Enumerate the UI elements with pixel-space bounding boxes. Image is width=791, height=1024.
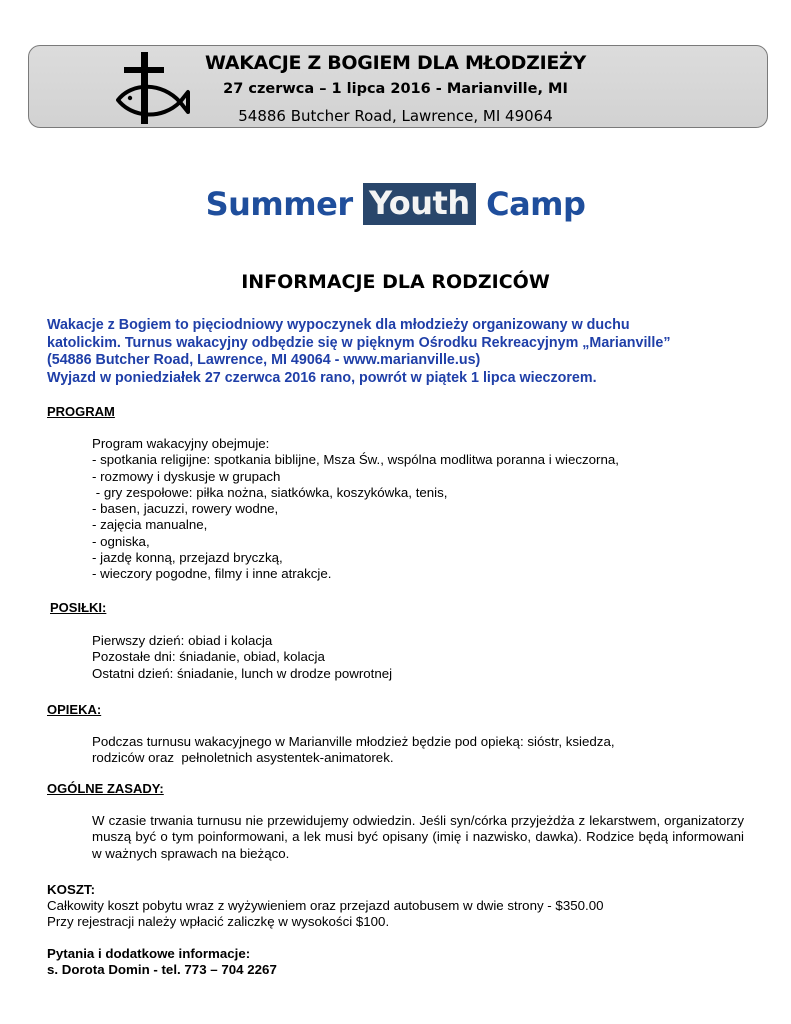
- opieka-line: Podczas turnusu wakacyjnego w Marianville młodzież będzie pod opieką: sióstr, ksiedza,: [92, 734, 615, 749]
- koszt-text: [47, 898, 604, 931]
- program-line: - spotkania religijne: spotkania biblijne, Msza Św., wspólna modlitwa poranna i wieczorna,: [92, 452, 619, 468]
- header-dates: 27 czerwca – 1 lipca 2016 - Marianville, MI: [223, 81, 568, 97]
- intro-paragraph: [47, 317, 767, 387]
- program-line: - zajęcia manualne,: [92, 517, 208, 533]
- program-line: Program wakacyjny obejmuje:: [92, 436, 270, 451]
- contact-block: [47, 946, 277, 979]
- header-title: WAKACJE Z BOGIEM DLA MŁODZIEŻY: [205, 52, 586, 74]
- posilki-heading: POSIŁKI:: [50, 600, 107, 615]
- program-line: - ogniska,: [92, 533, 150, 549]
- contact-heading: Pytania i dodatkowe informacje:: [47, 946, 251, 961]
- banner-word-youth: Youth: [363, 183, 476, 225]
- intro-line: (54886 Butcher Road, Lawrence, MI 49064 - www.marianville.us): [47, 352, 481, 368]
- intro-line: Wakacje z Bogiem to pięciodniowy wypoczynek dla młodzieży organizowany w duchu: [47, 317, 630, 333]
- program-heading: PROGRAM: [47, 404, 115, 419]
- intro-line: katolickim. Turnus wakacyjny odbędzie się w pięknym Ośrodku Rekreacyjnym „Marianville”: [47, 334, 671, 351]
- posilki-list: [92, 633, 392, 682]
- koszt-heading: KOSZT:: [47, 882, 96, 897]
- posilki-line: Pozostałe dni: śniadanie, obiad, kolacja: [92, 649, 325, 665]
- zasady-heading: OGÓLNE ZASADY:: [47, 781, 164, 796]
- program-line: - wieczory pogodne, filmy i inne atrakcje.: [92, 566, 332, 582]
- header-address: 54886 Butcher Road, Lawrence, MI 49064: [238, 107, 553, 125]
- opieka-text: [92, 734, 615, 767]
- zasady-text: W czasie trwania turnusu nie przewidujemy odwiedzin. Jeśli syn/córka przyjeżdża z lekarstwem, organizatorzy muszą być o tym poinformowani, a lek musi być opisany (imię i nazwisko, dawka). Rodzice będą informowani w ważnych sprawach na bieżąco.: [92, 813, 744, 861]
- opieka-line: rodziców oraz pełnoletnich asystentek-animatorek.: [92, 750, 394, 766]
- program-list: [92, 436, 619, 583]
- posilki-line: Pierwszy dzień: obiad i kolacja: [92, 633, 273, 648]
- koszt-line: Przy rejestracji należy wpłacić zaliczkę w wysokości $100.: [47, 914, 390, 930]
- program-line: - rozmowy i dyskusje w grupach: [92, 468, 281, 484]
- summer-youth-camp-banner: [0, 183, 791, 227]
- contact-person: s. Dorota Domin - tel. 773 – 704 2267: [47, 962, 277, 978]
- posilki-line: Ostatni dzień: śniadanie, lunch w drodze powrotnej: [92, 665, 393, 681]
- program-line: - jazdę konną, przejazd bryczką,: [92, 550, 283, 566]
- banner-word-summer: Summer: [205, 185, 353, 223]
- opieka-heading: OPIEKA:: [47, 702, 102, 717]
- intro-line: Wyjazd w poniedziałek 27 czerwca 2016 rano, powrót w piątek 1 lipca wieczorem.: [47, 369, 597, 386]
- program-line: - gry zespołowe: piłka nożna, siatkówka, koszykówka, tenis,: [92, 484, 448, 500]
- koszt-line: Całkowity koszt pobytu wraz z wyżywieniem oraz przejazd autobusem w dwie strony - $350.00: [47, 898, 604, 913]
- document-title: INFORMACJE DLA RODZICÓW: [241, 271, 550, 293]
- banner-word-camp: Camp: [486, 185, 586, 223]
- program-line: - basen, jacuzzi, rowery wodne,: [92, 501, 279, 517]
